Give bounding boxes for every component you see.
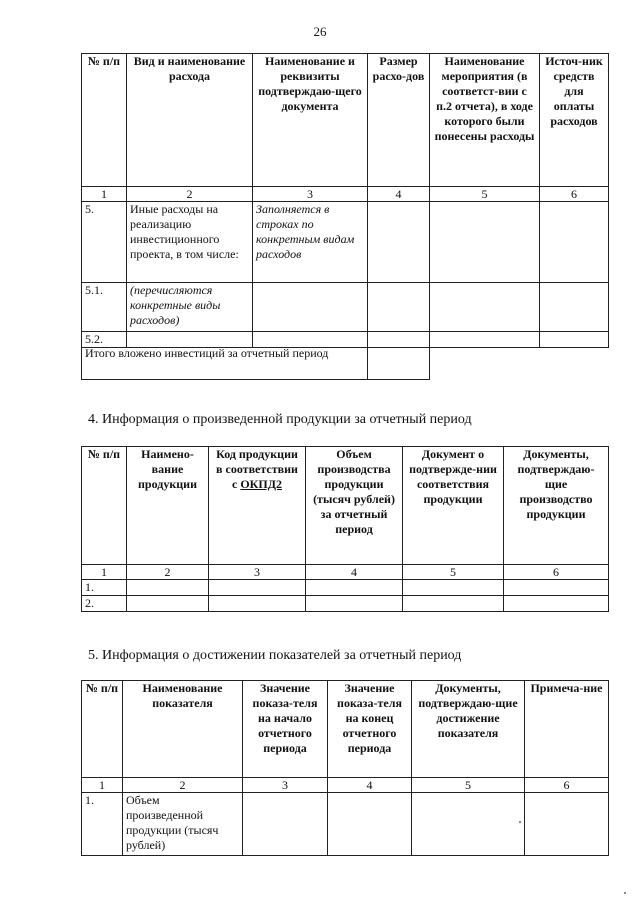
row-num: 1. — [82, 580, 127, 596]
col-number: 3 — [253, 187, 368, 202]
header-num: № п/п — [82, 54, 127, 187]
row-doc: Заполняется в строках по конкретным видам расходов — [253, 202, 368, 283]
section-5-title: 5. Информация о достижении показателей за отчетный период — [88, 648, 462, 663]
row-num: 2. — [82, 596, 127, 612]
total-label: Итого вложено инвестиций за отчетный период — [82, 346, 368, 379]
indicators-table — [81, 680, 609, 856]
header-note: Примеча-ние — [525, 681, 609, 778]
okpd2-link[interactable]: ОКПД2 — [240, 477, 282, 491]
header-confirming-docs: Документы, подтверждаю-щие достижение показателя — [412, 681, 525, 778]
scan-speck — [519, 821, 521, 823]
header-amount: Размер расхо-дов — [368, 54, 430, 187]
col-number: 6 — [540, 187, 609, 202]
row-name: (перечисляются конкретные виды расходов) — [127, 283, 253, 332]
col-number: 4 — [306, 565, 403, 580]
table-row — [82, 202, 609, 283]
row-num: 5.1. — [82, 283, 127, 332]
header-num: № п/п — [82, 681, 123, 778]
col-number: 6 — [504, 565, 609, 580]
header-source: Источ-ник средств для оплаты расходов — [540, 54, 609, 187]
expenses-total-table — [81, 346, 430, 380]
row-num: 5.2. — [82, 332, 127, 348]
col-number: 1 — [82, 565, 127, 580]
scan-speck — [624, 892, 626, 894]
table-row — [82, 580, 609, 596]
header-event: Наименование мероприятия (в соответст-вии с п.2 отчета), в ходе которого были понесены расходы — [430, 54, 540, 187]
header-product-code — [209, 447, 306, 565]
col-number: 5 — [403, 565, 504, 580]
col-number: 3 — [243, 778, 328, 793]
header-production-docs: Документы, подтверждаю-щие производство продукции — [504, 447, 609, 565]
table-row — [82, 283, 609, 332]
col-number: 6 — [525, 778, 609, 793]
header-conformity: Документ о подтвержде-нии соответствия продукции — [403, 447, 504, 565]
header-end-value: Значение показа-теля на конец отчетного периода — [328, 681, 412, 778]
page-number: 26 — [313, 24, 327, 39]
col-number: 5 — [430, 187, 540, 202]
col-number: 4 — [368, 187, 430, 202]
header-start-value: Значение показа-теля на начало отчетного периода — [243, 681, 328, 778]
col-number: 4 — [328, 778, 412, 793]
header-volume: Объем производства продукции (тысяч рублей) за отчетный период — [306, 447, 403, 565]
col-number: 3 — [209, 565, 306, 580]
code-prefix: Код продукции в соответствии с — [216, 447, 298, 491]
table-row — [82, 596, 609, 612]
header-num: № п/п — [82, 447, 127, 565]
col-number: 1 — [82, 187, 127, 202]
section-4-title: 4. Информация о произведенной продукции за отчетный период — [88, 412, 472, 427]
row-num: 1. — [82, 793, 123, 856]
header-document: Наименование и реквизиты подтверждаю-щего документа — [253, 54, 368, 187]
col-number: 5 — [412, 778, 525, 793]
header-indicator-name: Наименование показателя — [123, 681, 243, 778]
col-number: 2 — [127, 187, 253, 202]
col-number: 2 — [127, 565, 209, 580]
col-number: 1 — [82, 778, 123, 793]
table-row — [82, 793, 609, 856]
products-table — [81, 446, 609, 612]
row-num: 5. — [82, 202, 127, 283]
expenses-table — [81, 53, 609, 348]
header-expense-type: Вид и наименование расхода — [127, 54, 253, 187]
col-number: 2 — [123, 778, 243, 793]
row-name: Объем произведенной продукции (тысяч рублей) — [123, 793, 243, 856]
header-product-name: Наимено-вание продукции — [127, 447, 209, 565]
row-name: Иные расходы на реализацию инвестиционного проекта, в том числе: — [127, 202, 253, 283]
